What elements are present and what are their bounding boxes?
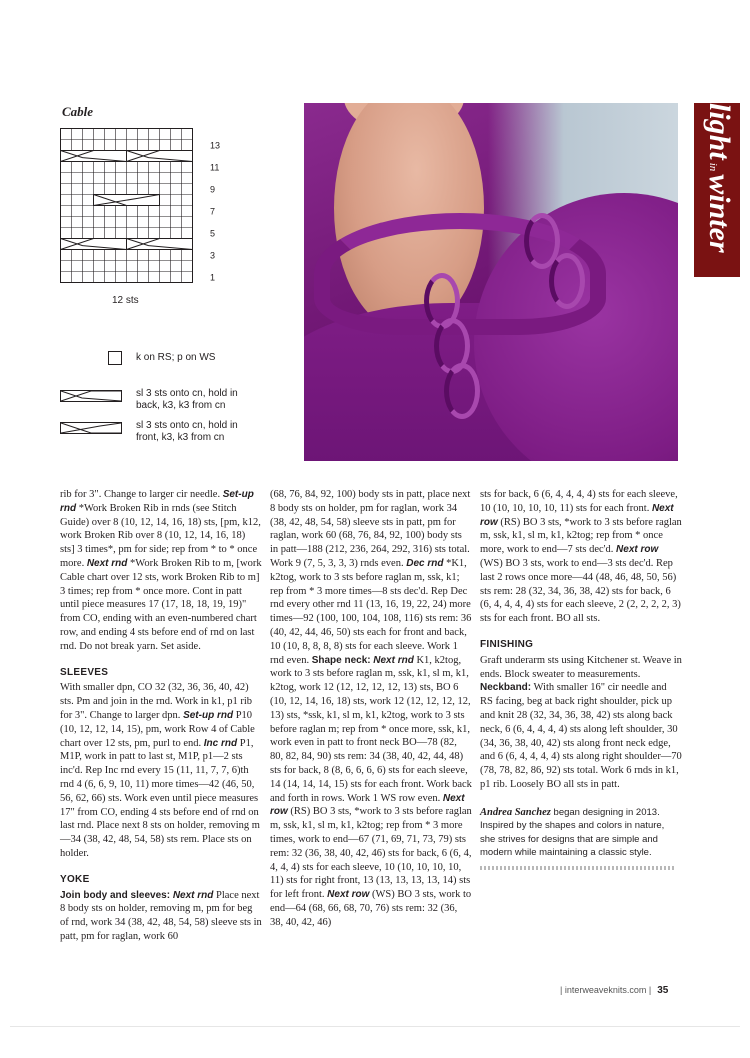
section-heading-yoke: YOKE bbox=[60, 873, 90, 885]
right-cross-cable-icon bbox=[60, 390, 122, 402]
body-paragraph: With smaller dpn, CO 32 (32, 36, 36, 40, 42) sts. Pm and join in the rnd. Work in k1, p1 rib for 3". Change to larger dpn. Set-up rnd P10 (10, 12, 12, 14, 15), pm, work Row 4 of Cable chart over 12 sts, pm, purl to end. Inc rnd P1, M1P, work in patt to last st, M1P, p1—2 sts inc'd. Rep Inc rnd every 15 (11, 11, 7, 7, 6)th rnd 4 (6, 6, 9, 10, 11) more times—42 (46, 50, 56, 62, 66) sts. Work even until piece measures 17" from CO, ending 4 sts before end of rnd on last rnd. Place next 8 sts on holder, removing m—34 (38, 42, 48, 54, 58) sts rem. Place sts on holder. bbox=[60, 682, 260, 859]
body-paragraph: sts for back, 6 (6, 4, 4, 4, 4) sts for each sleeve, 10 (10, 10, 10, 10, 11) sts for each front. Next row (RS) BO 3 sts, *work to 3 sts before raglan m, ssk, k1, sl m, k1, k2tog; rep from * once more, work to end—7 sts dec'd. Next row (WS) BO 3 sts, work to end—3 sts dec'd. Rep last 2 rows once more—44 (48, 46, 48, 50, 56) sts rem: 28 (32, 34, 36, 38, 42) sts for back, 6 (6, 4, 4, 4, 4) sts for each sleeve, 2 (2, 2, 2, 2, 3) sts for each front. BO all sts. bbox=[480, 489, 682, 625]
section-tab bbox=[694, 103, 740, 277]
chart-row-label: 11 bbox=[210, 162, 220, 173]
legend-text: sl 3 sts onto cn, hold in back, k3, k3 from cn bbox=[136, 388, 238, 411]
text-column-1 bbox=[60, 488, 262, 944]
chart-row-label: 7 bbox=[210, 206, 216, 217]
page-number: 35 bbox=[657, 985, 669, 996]
chart-row-label: 3 bbox=[210, 250, 216, 261]
bottom-rule bbox=[10, 1026, 740, 1027]
chart-row-label: 9 bbox=[210, 184, 216, 195]
body-paragraph: (68, 76, 84, 92, 100) body sts in patt, place next 8 body sts on holder, pm for raglan, work 34 (38, 42, 48, 54, 58) sleeve sts in patt, pm for raglan, work 60 (68, 76, 84, 92, 100) body sts in patt—188 (212, 236, 264, 292, 316) sts total. Work 9 (7, 5, 3, 3, 3) rnds even. Dec rnd *K1, k2tog, work to 3 sts before raglan m, ssk, k1; rep from * 3 more times—8 sts dec'd. Rep Dec rnd every other rnd 11 (13, 16, 19, 22, 24) more times—92 (100, 100, 104, 108, 116) sts rem: 36 (40, 42, 44, 46, 50) sts each for front and back, 10 (10, 8, 8, 8, 8) sts for each sleeve. Work 1 rnd even. Shape neck: Next rnd K1, k2tog, work to 3 sts before raglan m, ssk, k1, sl m, k1, k2tog, work 12 (12, 12, 12, 12, 13) sts, BO 6 (10, 12, 14, 16, 18) sts, work 12 (12, 12, 12, 12, 13) sts, *ssk, k1, sl m, k1, k2tog, work to 3 sts before raglan m; rep from * once more, ssk, k1, work even in patt to front neck BO—78 (82, 80, 82, 84, 90) sts rem: 34 (38, 40, 42, 44, 48) sts for back, 8 (8, 6, 6, 6, 6) sts for each sleeve, 14 (14, 14, 14, 15) sts for each front. Work back and forth in rows. Work 1 WS row even. Next row (RS) BO 3 sts, *work to 3 sts before raglan m, ssk, k1, sl m, k1, k2tog; rep from * 3 more times, work to end—67 (71, 69, 71, 73, 79) sts rem: 32 (36, 38, 40, 42, 46) sts for back, 6 (6, 4, 4, 4, 4) sts for each sleeve, 10 (10, 10, 10, 10, 11) sts for right front, 13 (13, 13, 13, 13, 14) sts for left front. Next row (WS) BO 3 sts, work to end—64 (68, 66, 68, 70, 76) sts rem: 32 (36, 38, 40, 42, 46) bbox=[270, 489, 472, 928]
chart-row-label: 13 bbox=[210, 140, 221, 151]
page-footer bbox=[560, 985, 668, 996]
text-column-3 bbox=[480, 488, 682, 870]
chart-title: Cable bbox=[62, 104, 94, 119]
sweater-photo bbox=[304, 103, 678, 461]
text-column-2 bbox=[270, 488, 472, 930]
cable-chart bbox=[60, 128, 260, 290]
cable-cross-cell bbox=[127, 239, 193, 250]
designer-bio: Andrea Sanchez began designing in 2013. Inspired by the shapes and colors in nature, she strives for designs that are simple and modern while maintaining a classic style. bbox=[480, 806, 665, 859]
tab-word-winter: winter bbox=[703, 174, 736, 253]
left-cross-cable-icon bbox=[60, 422, 122, 434]
dotted-divider bbox=[480, 866, 676, 870]
section-heading-sleeves: SLEEVES bbox=[60, 666, 109, 678]
tab-word-light: light bbox=[703, 103, 736, 160]
cable-cross-cell bbox=[127, 151, 193, 162]
chart-row-label: 5 bbox=[210, 228, 216, 239]
body-paragraph: rib for 3". Change to larger cir needle. Set-up rnd *Work Broken Rib in rnds (see Stitch Guide) over 8 (10, 12, 14, 16, 18) sts, [pm, k12, work Broken Rib over 8 (10, 12, 14, 16, 18) sts] 3 times*, pm for side; rep from * to * once more. Next rnd *Work Broken Rib to m, [work Cable chart over 12 sts, work Broken Rib to m] 3 times; rep from * once more. Cont in patt until piece measures 17 (17, 18, 18, 19, 19)" from CO, ending with an even-numbered chart row, and ending 4 sts before end of rnd on last rnd. Do not break yarn. Set aside. bbox=[60, 489, 262, 652]
legend-text: sl 3 sts onto cn, hold in front, k3, k3 from cn bbox=[136, 420, 238, 443]
footer-site: | interweaveknits.com | bbox=[560, 985, 652, 995]
cable-cross-cell bbox=[61, 151, 127, 162]
knit-box-icon bbox=[108, 351, 122, 365]
cable-cross-cell bbox=[61, 239, 127, 250]
legend-text: k on RS; p on WS bbox=[136, 352, 216, 363]
body-paragraph: Join body and sleeves: Next rnd Place next 8 body sts on holder, removing m, pm for beg of rnd, work 34 (38, 42, 48, 54, 58) sleeve sts in patt, pm for raglan, work 60 bbox=[60, 889, 262, 942]
tab-word-in: in bbox=[707, 162, 719, 172]
chart-stitch-count: 12 sts bbox=[112, 295, 139, 306]
chart-row-label: 1 bbox=[210, 272, 216, 283]
body-paragraph: Graft underarm sts using Kitchener st. Weave in ends. Block sweater to measurements. Neckband: With smaller 16" cir needle and RS facing, beg at back right shoulder, pick up and knit 28 (32, 34, 36, 38, 42) sts along back neck, 6 (6, 4, 4, 4, 4) sts along left shoulder, 30 (34, 36, 38, 40, 42) sts along front neck edge, and 6 (6, 4, 4, 4, 4) sts along right shoulder—70 (78, 78, 82, 86, 92) sts total. Work 6 rnds in k1, p1 rib. Loosely BO all sts in patt. bbox=[480, 654, 682, 790]
section-heading-finishing: FINISHING bbox=[480, 638, 534, 650]
